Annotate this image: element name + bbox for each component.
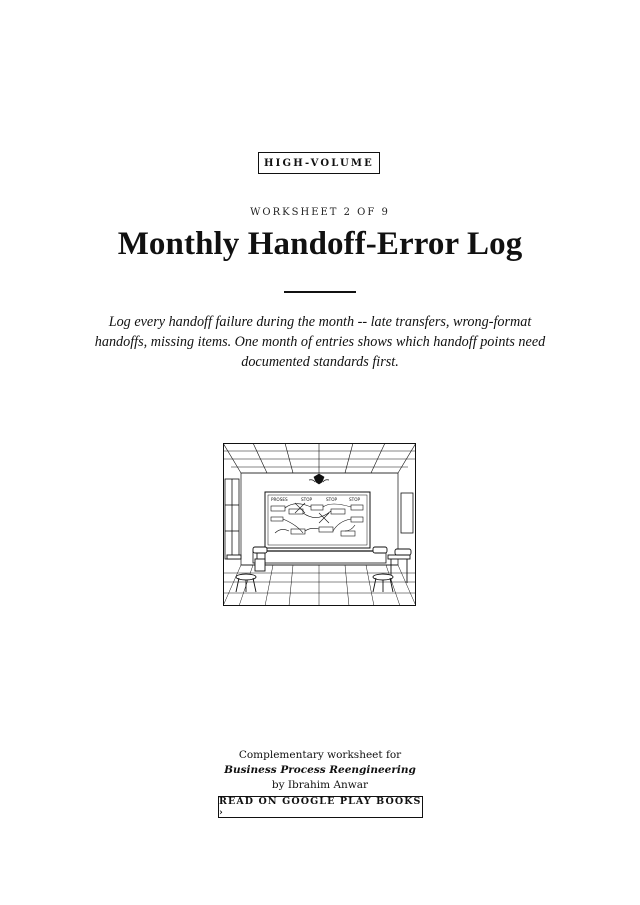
book-author: by Ibrahim Anwar — [271, 779, 369, 791]
google-play-books-button-label: READ ON GOOGLE PLAY BOOKS › — [219, 796, 422, 818]
worksheet-number: WORKSHEET 2 OF 9 — [250, 207, 390, 218]
board-label-proses: PROSES — [271, 497, 288, 502]
footer-credit — [0, 748, 640, 793]
book-title: Business Process Reengineering — [224, 764, 416, 776]
board-label-stop-2: STOP — [326, 497, 338, 502]
category-badge-label: HIGH-VOLUME — [264, 157, 374, 169]
title-divider — [284, 291, 356, 293]
google-play-books-button[interactable] — [218, 796, 423, 818]
category-badge — [258, 152, 380, 174]
page-title: Monthly Handoff-Error Log — [117, 226, 523, 262]
footer-intro: Complementary worksheet for — [238, 749, 402, 761]
classroom-whiteboard-illustration — [223, 443, 416, 606]
board-label-stop-1: STOP — [301, 497, 313, 502]
worksheet-description: Log every handoff failure during the month -- late transfers, wrong-format handoffs, missing items. One month of entries shows which handoff points need documented standards first. — [94, 314, 546, 370]
board-label-stop-3: STOP — [349, 497, 361, 502]
